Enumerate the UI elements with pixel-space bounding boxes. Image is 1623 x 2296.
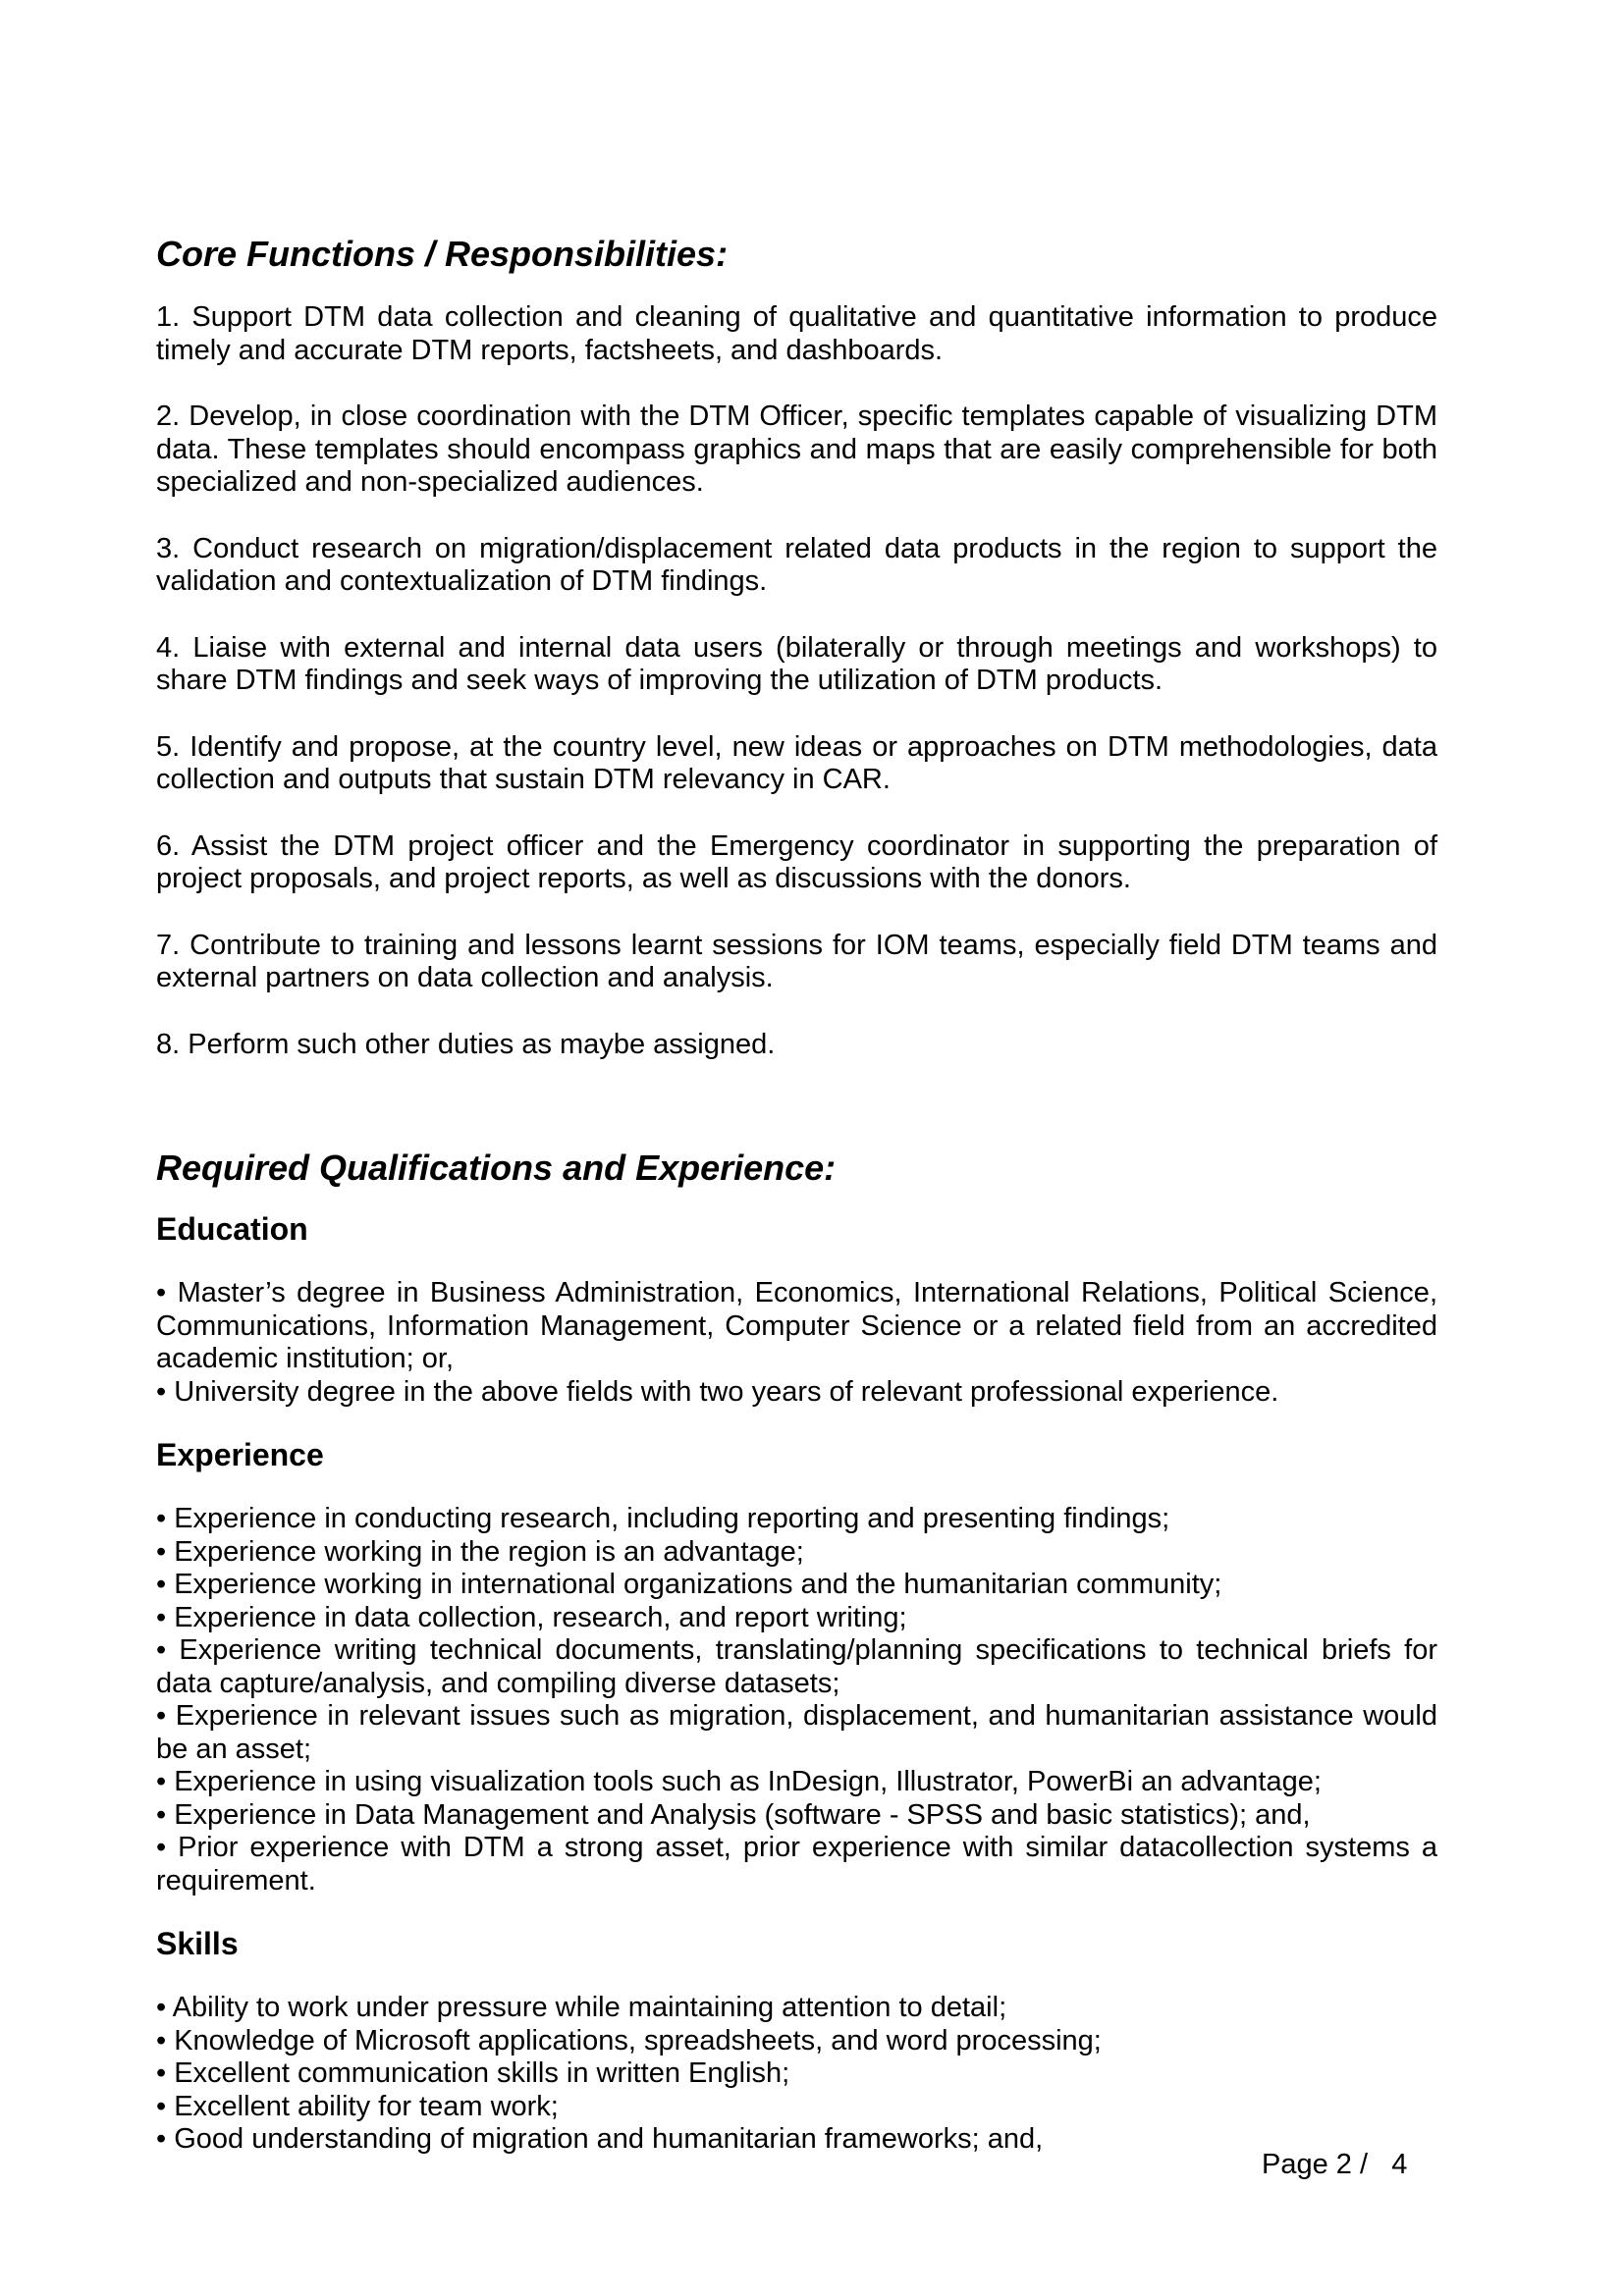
experience-item: • Experience working in the region is an advantage; xyxy=(156,1535,804,1568)
experience-list xyxy=(156,1503,1437,1897)
experience-item: • Experience writing technical documents, translating/planning specifications to technical briefs for data capture/analysis, and compiling diverse datasets; xyxy=(156,1634,1437,1699)
core-item-2: 2. Develop, in close coordination with the DTM Officer, specific templates capable of visualizing DTM data. These templates should encompass graphics and maps that are easily comprehensible for both specialized and non-specialized audiences. xyxy=(156,400,1437,498)
experience-item: • Prior experience with DTM a strong asset, prior experience with similar datacollection systems a requirement. xyxy=(156,1832,1437,1896)
education-item: • University degree in the above fields with two years of relevant professional experience. xyxy=(156,1375,1279,1408)
core-item-7: 7. Contribute to training and lessons learnt sessions for IOM teams, especially field DTM teams and external partners on data collection and analysis. xyxy=(156,929,1437,993)
skills-item: • Excellent communication skills in written English; xyxy=(156,2057,790,2089)
core-item-6: 6. Assist the DTM project officer and the Emergency coordinator in supporting the preparation of project proposals, and project reports, as well as discussions with the donors. xyxy=(156,829,1437,894)
experience-item: • Experience in relevant issues such as migration, displacement, and humanitarian assistance would be an asset; xyxy=(156,1700,1437,1765)
experience-item: • Experience working in international organizations and the humanitarian community; xyxy=(156,1569,1222,1600)
skills-list xyxy=(156,1992,1437,2157)
core-item-5: 5. Identify and propose, at the country level, new ideas or approaches on DTM methodologies, data collection and outputs that sustain DTM relevancy in CAR. xyxy=(156,730,1437,795)
core-item-8: 8. Perform such other duties as maybe assigned. xyxy=(156,1028,776,1060)
education-item: • Master’s degree in Business Administration, Economics, International Relations, Political Science, Communications, Information Management, Computer Science or a related field from an accredited academic institution; or, xyxy=(156,1277,1437,1374)
skills-item: • Good understanding of migration and humanitarian frameworks; and, xyxy=(156,2123,1044,2155)
document-body xyxy=(156,234,1437,2157)
skills-item: • Ability to work under pressure while maintaining attention to detail; xyxy=(156,1992,1007,2023)
page-number: Page 2 / 4 xyxy=(1262,2149,1408,2180)
skills-item: • Knowledge of Microsoft applications, spreadsheets, and word processing; xyxy=(156,2024,1102,2056)
experience-heading: Experience xyxy=(156,1437,324,1472)
core-item-3: 3. Conduct research on migration/displacement related data products in the region to support the validation and contextualization of DTM findings. xyxy=(156,532,1437,597)
qualifications-title: Required Qualifications and Experience: xyxy=(156,1148,837,1188)
skills-heading: Skills xyxy=(156,1926,239,1961)
experience-item: • Experience in conducting research, including reporting and presenting findings; xyxy=(156,1503,1170,1534)
experience-item: • Experience in data collection, research, and report writing; xyxy=(156,1601,907,1633)
core-item-1: 1. Support DTM data collection and cleaning of qualitative and quantitative information to produce timely and accurate DTM reports, factsheets, and dashboards. xyxy=(156,301,1437,366)
core-functions-title: Core Functions / Responsibilities: xyxy=(156,234,729,274)
core-item-4: 4. Liaise with external and internal data users (bilaterally or through meetings and workshops) to share DTM findings and seek ways of improving the utilization of DTM products. xyxy=(156,631,1437,696)
experience-item: • Experience in Data Management and Analysis (software - SPSS and basic statistics); and, xyxy=(156,1798,1311,1831)
skills-item: • Excellent ability for team work; xyxy=(156,2090,559,2122)
experience-item: • Experience in using visualization tools such as InDesign, Illustrator, PowerBi an advantage; xyxy=(156,1766,1322,1797)
education-list xyxy=(156,1277,1437,1409)
education-heading: Education xyxy=(156,1211,308,1247)
